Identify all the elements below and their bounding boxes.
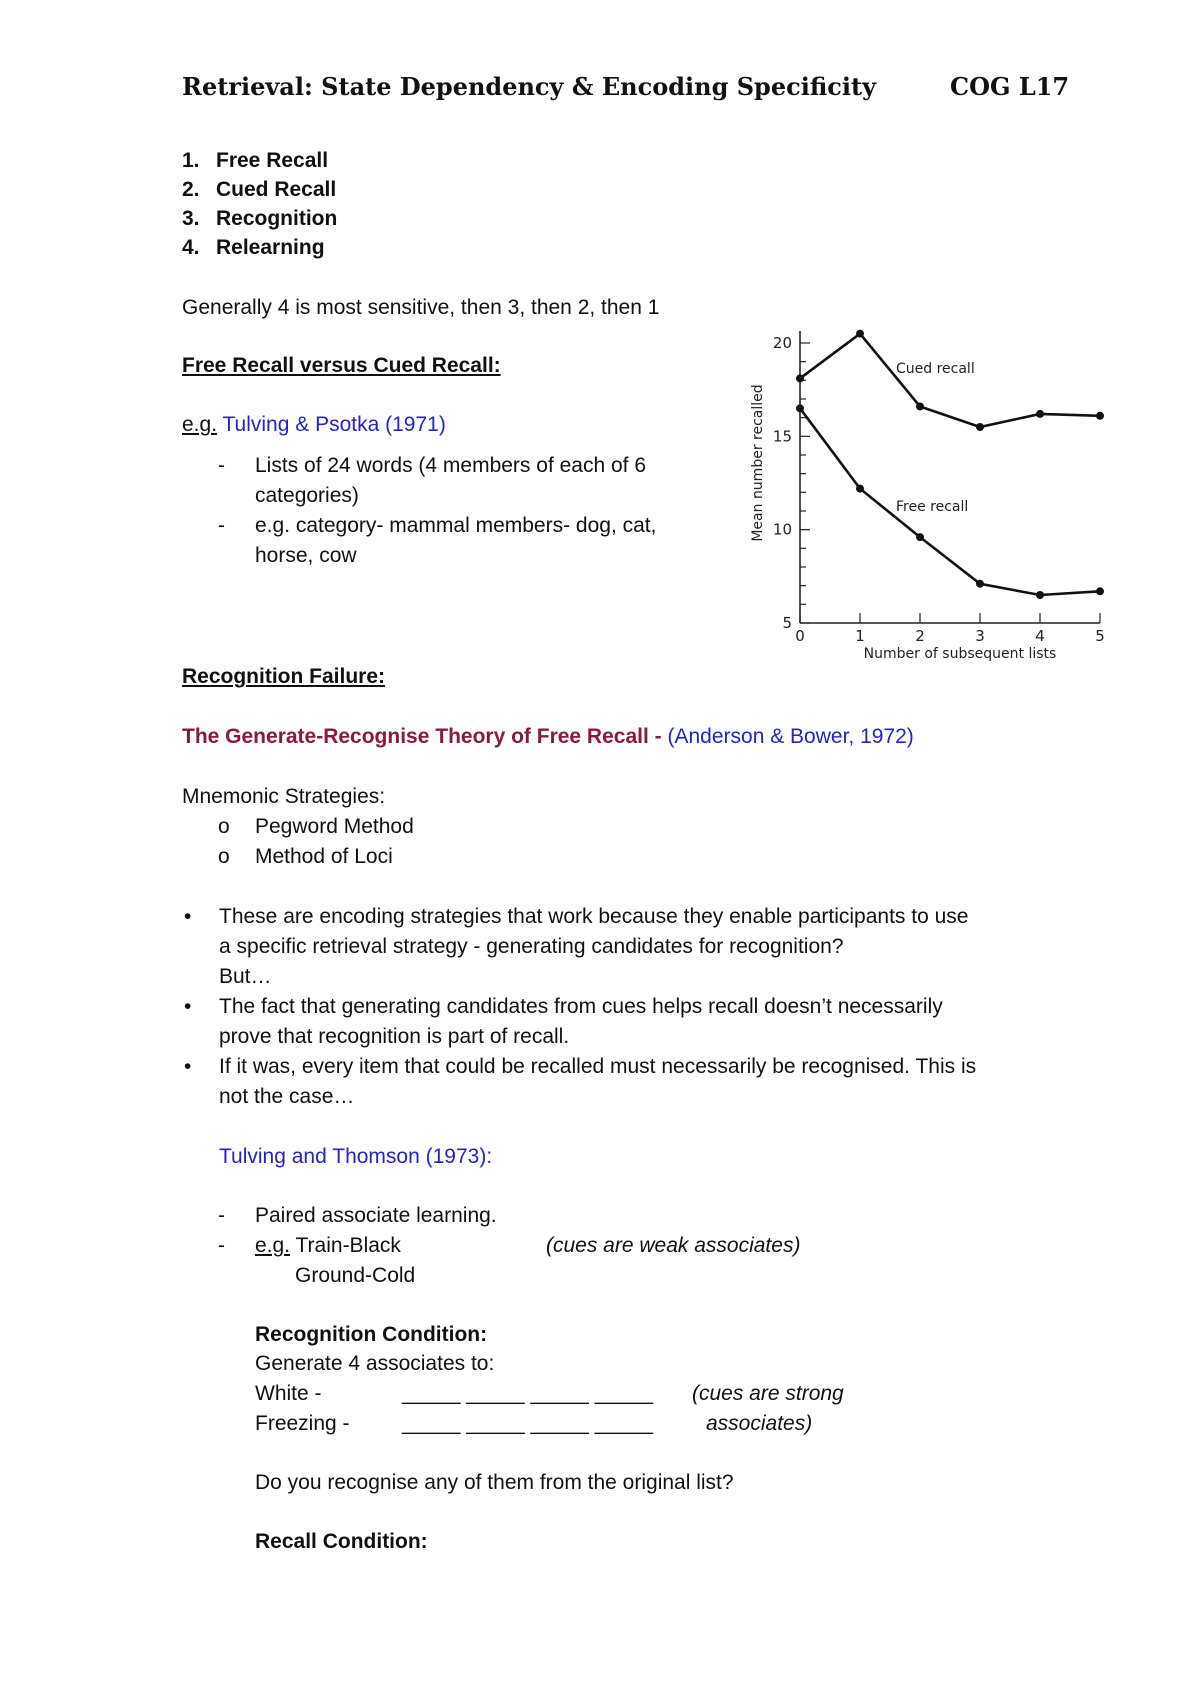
- recall-condition-heading: Recall Condition:: [255, 1530, 428, 1553]
- dash-bullet: -: [218, 514, 225, 537]
- dash-bullet: -: [218, 454, 225, 477]
- list-item: These are encoding strategies that work because they enable participants to use: [219, 905, 969, 928]
- data-point: [916, 533, 924, 541]
- y-tick-label: 20: [772, 334, 792, 352]
- data-point: [856, 330, 864, 338]
- recognition-instruction: Generate 4 associates to:: [255, 1352, 495, 1375]
- strong-associates-note: (cues are strong: [692, 1382, 844, 1405]
- example-pair-2: Ground-Cold: [295, 1264, 416, 1287]
- list-item: Lists of 24 words (4 members of each of 6: [255, 454, 647, 477]
- list-item: prove that recognition is part of recall.: [219, 1025, 570, 1048]
- bullet-icon: •: [184, 995, 192, 1018]
- y-tick-label: 10: [772, 520, 792, 539]
- x-tick-label: 5: [1095, 627, 1105, 645]
- list-item: e.g. category- mammal members- dog, cat,: [255, 514, 657, 537]
- list-item: But…: [219, 965, 272, 988]
- recall-line-chart: [730, 318, 1110, 678]
- data-point: [976, 580, 984, 588]
- cue-freezing: Freezing -: [255, 1412, 350, 1435]
- weak-associates-note: (cues are weak associates): [546, 1234, 801, 1257]
- cue-white: White -: [255, 1382, 322, 1405]
- x-tick-label: 0: [795, 627, 805, 645]
- course-code: COG L17: [950, 72, 1070, 101]
- free-vs-cued-heading: Free Recall versus Cued Recall:: [182, 354, 501, 377]
- series-line-cued-recall: [800, 334, 1100, 427]
- answer-blanks: _____ _____ _____ _____: [402, 1412, 654, 1435]
- bullet-icon: •: [184, 905, 192, 928]
- example-pair-1: e.g. Train-Black: [255, 1234, 401, 1257]
- circle-bullet-icon: o: [218, 815, 230, 838]
- data-point: [916, 402, 924, 410]
- recognition-condition-heading: Recognition Condition:: [255, 1323, 488, 1346]
- list-item: 3. Recognition: [182, 207, 338, 230]
- data-point: [856, 485, 864, 493]
- y-tick-label: 15: [772, 427, 792, 446]
- x-tick-label: 3: [975, 627, 985, 645]
- x-tick-label: 2: [915, 627, 925, 645]
- list-item: 2. Cued Recall: [182, 178, 337, 201]
- x-axis-label: Number of subsequent lists: [863, 646, 1057, 662]
- dash-bullet: -: [218, 1234, 225, 1257]
- data-point: [796, 404, 804, 412]
- x-tick-label: 1: [855, 627, 865, 645]
- data-point: [1036, 410, 1044, 418]
- list-item: a specific retrieval strategy - generating candidates for recognition?: [219, 935, 844, 958]
- recognition-question: Do you recognise any of them from the original list?: [255, 1471, 734, 1494]
- recognition-failure-heading: Recognition Failure:: [182, 665, 386, 688]
- dash-bullet: -: [218, 1204, 225, 1227]
- circle-bullet-icon: o: [218, 845, 230, 868]
- data-point: [796, 374, 804, 382]
- mnemonic-heading: Mnemonic Strategies:: [182, 785, 386, 808]
- list-item: 4. Relearning: [182, 236, 325, 259]
- strong-associates-note: associates): [706, 1412, 813, 1435]
- list-item: not the case…: [219, 1085, 355, 1108]
- y-axis-label: Mean number recalled: [750, 384, 766, 542]
- tulving-thomson-citation: Tulving and Thomson (1973):: [219, 1145, 493, 1168]
- y-tick-label: 5: [782, 614, 792, 632]
- generate-recognise-line: The Generate-Recognise Theory of Free Recall - (Anderson & Bower, 1972): [182, 725, 914, 748]
- answer-blanks: _____ _____ _____ _____: [402, 1382, 654, 1405]
- list-item: If it was, every item that could be recalled must necessarily be recognised. This is: [219, 1055, 977, 1078]
- bullet-icon: •: [184, 1055, 192, 1078]
- list-item: 1. Free Recall: [182, 149, 329, 172]
- list-item: categories): [255, 484, 359, 507]
- list-item: horse, cow: [255, 544, 357, 567]
- x-tick-label: 4: [1035, 627, 1045, 645]
- list-item: Paired associate learning.: [255, 1204, 497, 1227]
- list-item: The fact that generating candidates from cues helps recall doesn’t necessarily: [219, 995, 943, 1018]
- page-title: Retrieval: State Dependency & Encoding Specificity: [182, 72, 877, 101]
- tulving-psotka-citation: e.g. Tulving & Psotka (1971): [182, 413, 446, 436]
- data-point: [1096, 587, 1104, 595]
- series-label-cued-recall: Cued recall: [896, 360, 975, 377]
- list-item: Method of Loci: [255, 845, 393, 868]
- list-item: Pegword Method: [255, 815, 414, 838]
- data-point: [976, 423, 984, 431]
- data-point: [1036, 591, 1044, 599]
- data-point: [1096, 412, 1104, 420]
- series-label-free-recall: Free recall: [896, 499, 969, 515]
- sensitivity-note: Generally 4 is most sensitive, then 3, then 2, then 1: [182, 296, 660, 319]
- chart-ticks: [773, 334, 1105, 645]
